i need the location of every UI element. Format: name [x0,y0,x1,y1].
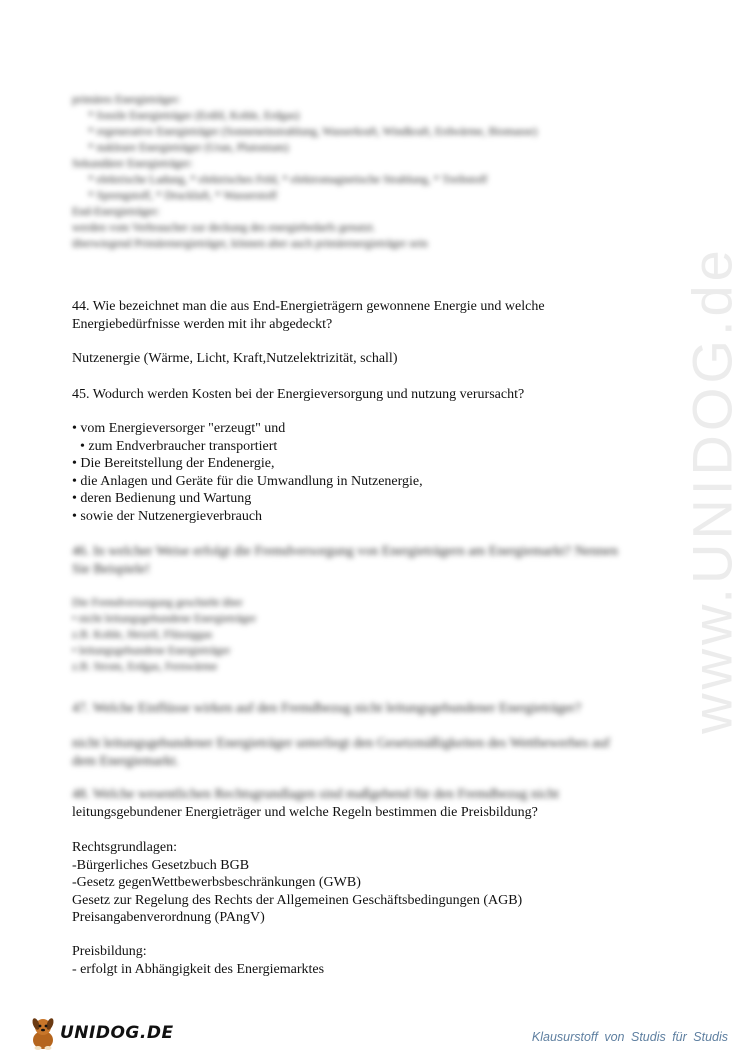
blurred-answer-47 [72,735,672,770]
question-45 [72,386,672,404]
logo-text: UNIDOG.DE [60,1023,174,1043]
blurred-question-48-line [72,786,672,804]
blurred-question-47 [72,700,672,718]
blurred-answer-46 [72,595,672,675]
list-item: • die Anlagen und Geräte für die Umwandlung in Nutzenergie, [72,473,423,489]
question-text: leitungsgebundener Energieträger und welche Regeln bestimmen die Preisbildung? [72,805,538,820]
list-item: -Bürgerliches Gesetzbuch BGB [72,857,250,873]
section-heading: Rechtsgrundlagen: [72,840,177,855]
blurred-line: * fossile Energieträger (Erdöl, Kohle, Erdgas) [88,110,300,122]
blurred-line: 46. In welcher Weise erfolgt die Fremdversorgung von Energieträgern am Energiemarkt? Nennen [72,544,618,559]
blurred-line: • nicht leitungsgebundene Energieträger [72,613,257,625]
blurred-question-46 [72,543,672,578]
list-item: • deren Bedienung und Wartung [72,491,252,506]
list-item: Preisangabenverordnung (PAngV) [72,910,265,925]
blurred-top-section [72,92,672,252]
blurred-line: 47. Welche Einflüsse wirken auf den Fremdbezug nicht leitungsgebundener Energieträger? [72,701,582,716]
blurred-line: dem Energiemarkt. [72,753,180,769]
blurred-line: 48. Welche wesentlichen Rechtsgrundlagen sind maßgebend für den Fremdbezug nicht [72,787,559,802]
blurred-line: Sie Beispiele! [72,561,151,577]
list-item: • sowie der Nutzenergieverbrauch [72,508,263,524]
blurred-line: * elektrische Ladung, * elektrisches Feld, * elektromagnetische Strahlung, * Treibstoff [88,174,488,186]
blurred-line: • leitungsgebundene Energieträger [72,645,231,657]
answer-44 [72,350,672,368]
list-item: • Die Bereitstellung der Endenergie, [72,456,275,471]
blurred-line: End-Energieträger: [72,206,160,218]
dog-mascot-icon [28,1015,58,1051]
answer-45-list [72,420,672,525]
blurred-line: * nukleare Energieträger (Uran, Plutonium) [88,142,289,154]
list-item: Gesetz zur Regelung des Rechts der Allgemeinen Geschäftsbedingungen (AGB) [72,892,523,908]
section-heading: Preisbildung: [72,944,147,959]
question-text: 45. Wodurch werden Kosten bei der Energieversorgung und nutzung verursacht? [72,387,525,402]
question-text: 44. Wie bezeichnet man die aus End-Energieträgern gewonnene Energie und welche [72,299,545,314]
blurred-line: * regenerative Energieträger (Sonneneinstrahlung, Wasserkraft, Windkraft, Erdwärme, Biomasse) [88,126,538,138]
answer-48-price [72,943,672,978]
footer-logo [28,1015,174,1051]
list-item: - erfolgt in Abhängigkeit des Energiemarktes [72,961,325,977]
footer-tagline: Klausurstoff von Studis für Studis [531,1030,728,1044]
answer-48-legal [72,839,672,927]
blurred-line: nicht leitungsgebundener Energieträger unterliegt den Gesetzmäßigkeiten des Wettbewerbes auf [72,736,610,751]
question-44 [72,298,672,333]
blurred-line: z.B. Kohle, Heizöl, Flüssiggas [72,629,213,641]
list-item: • zum Endverbraucher transportiert [80,438,278,454]
blurred-line: Die Fremdversorgung geschieht über [72,597,243,609]
question-48 [72,804,672,822]
question-text: Energiebedürfnisse werden mit ihr abgedeckt? [72,316,333,332]
blurred-line: Sekundärer Energieträger: [72,158,193,170]
blurred-line: z.B. Strom, Erdgas, Fernwärme [72,661,218,673]
watermark: www.UNIDOG.de [680,246,744,734]
blurred-line: überwiegend Primärenergieträger, können aber auch primärenergieträger sein [72,238,428,250]
blurred-line: * Sprengstoff, * Druckluft, * Wasserstoff [88,190,278,202]
list-item: • vom Energieversorger "erzeugt" und [72,421,286,436]
blurred-line: werden vom Verbraucher zur deckung des energiebedarfs genutzt. [72,222,376,234]
answer-text: Nutzenergie (Wärme, Licht, Kraft,Nutzelektrizität, schall) [72,351,398,366]
list-item: -Gesetz gegenWettbewerbsbeschränkungen (GWB) [72,875,361,890]
blurred-line: primäres Energieträger: [72,94,181,106]
